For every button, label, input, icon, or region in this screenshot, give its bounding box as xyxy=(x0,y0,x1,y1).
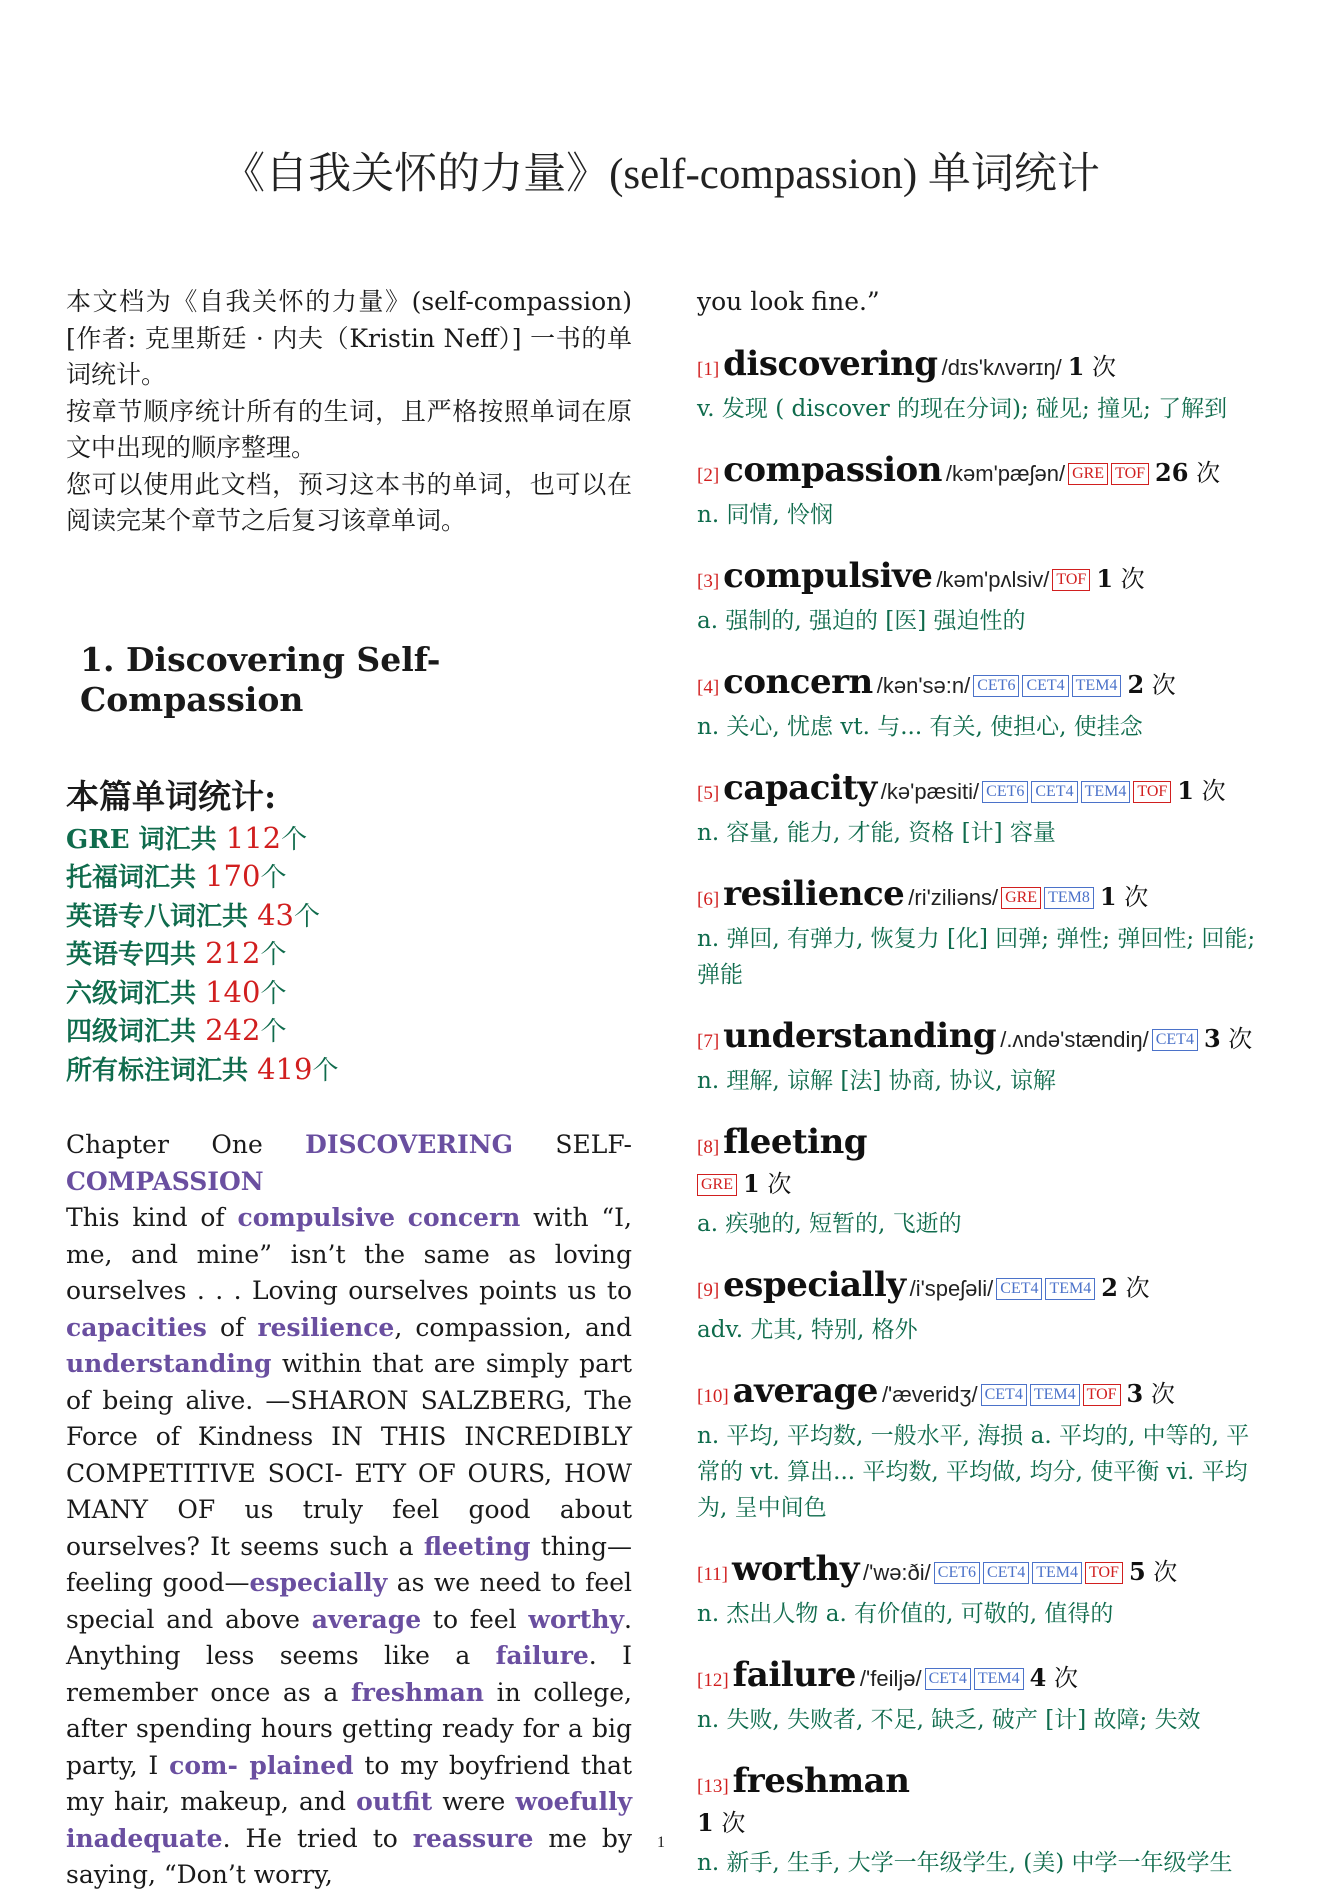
level-tag: TEM8 xyxy=(1044,887,1094,909)
count-value: 3 xyxy=(1203,1023,1221,1053)
count-unit: 次 xyxy=(1125,1273,1150,1302)
vocab-entry xyxy=(697,875,1272,993)
vocab-entry xyxy=(697,769,1272,851)
text-run: thing—feeling good— xyxy=(66,1531,632,1597)
level-tag: CET6 xyxy=(973,675,1019,697)
highlighted-word: concern xyxy=(407,1203,521,1232)
stat-label: GRE 词汇共 xyxy=(66,824,217,855)
text-run: as we need to feel special and above xyxy=(66,1568,632,1634)
text-run: This kind of xyxy=(66,1203,238,1232)
entry-count xyxy=(1155,459,1220,487)
stat-label: 英语专四共 xyxy=(66,940,197,970)
entry-definition: v. 发现 ( discover 的现在分词); 碰见; 撞见; 了解到 xyxy=(697,395,1228,422)
stat-value: 170 xyxy=(205,859,261,893)
highlighted-word: compulsive xyxy=(237,1203,395,1232)
entry-definition: n. 新手, 生手, 大学一年级学生, (美) 中学一年级学生 xyxy=(697,1849,1233,1876)
entry-index: [4] xyxy=(697,676,720,698)
stat-unit: 个 xyxy=(293,901,320,932)
text-run: . Anything less seems like a xyxy=(66,1604,632,1670)
text-run: to my boyfriend that my hair, makeup, and xyxy=(66,1750,632,1816)
vocab-entry xyxy=(697,1266,1272,1348)
level-tag: CET4 xyxy=(1022,675,1068,697)
vocab-entry xyxy=(697,557,1272,639)
count-unit: 次 xyxy=(1092,352,1117,381)
level-tag: TEM4 xyxy=(1081,781,1131,803)
level-tag: TOF xyxy=(1083,1384,1121,1406)
highlighted-word: woefully xyxy=(515,1787,632,1816)
text-run: in college, after spending hours getting ready for a big party, I xyxy=(66,1677,633,1780)
highlighted-word: com- plained xyxy=(169,1750,354,1780)
entry-ipa: /'wə:ði/ xyxy=(863,1559,931,1585)
highlighted-word: average xyxy=(311,1604,422,1634)
count-unit: 次 xyxy=(1124,882,1149,911)
intro xyxy=(66,284,632,540)
stat-unit: 个 xyxy=(281,824,308,855)
entry-ipa: /dɪs'kʌvərɪŋ/ xyxy=(941,354,1062,380)
entry-index: [3] xyxy=(697,570,720,592)
entry-definition: n. 平均, 平均数, 一般水平, 海损 a. 平均的, 中等的, 平常的 vt. 算出... 平均数, 平均做, 均分, 使平衡 vi. 平均为, 呈中间色 xyxy=(697,1422,1250,1521)
entry-definition: n. 理解, 谅解 [法] 协商, 协议, 谅解 xyxy=(697,1067,1056,1094)
count-unit: 次 xyxy=(767,1169,792,1198)
stat-unit: 个 xyxy=(260,1017,287,1047)
entry-definition: a. 疾驰的, 短暂的, 飞逝的 xyxy=(697,1210,962,1237)
entry-word: especially xyxy=(723,1264,906,1305)
highlighted-word: failure xyxy=(495,1641,589,1670)
entry-definition: n. 关心, 忧虑 vt. 与... 有关, 使担心, 使挂念 xyxy=(697,713,1143,740)
entry-word: fleeting xyxy=(723,1121,868,1162)
level-tag: CET4 xyxy=(1152,1029,1198,1051)
vocab-entry xyxy=(697,1762,1272,1881)
level-tag: GRE xyxy=(1068,463,1108,485)
page-title: 《自我关怀的力量》(self-compassion) 单词统计 xyxy=(222,151,1100,198)
level-tag: CET4 xyxy=(1031,781,1077,803)
entry-definition: n. 容量, 能力, 才能, 资格 [计] 容量 xyxy=(697,819,1056,846)
count-unit: 次 xyxy=(1196,458,1221,487)
entry-word: compulsive xyxy=(723,555,933,596)
entry-definition: n. 同情, 怜悯 xyxy=(697,501,834,528)
entry-ipa: /kən'sə:n/ xyxy=(876,672,971,698)
stat-label: 四级词汇共 xyxy=(66,1017,197,1047)
stat-label: 英语专八词汇共 xyxy=(66,901,249,932)
count-value: 1 xyxy=(1099,881,1117,911)
entry-word: concern xyxy=(723,661,873,702)
text-run: . He tried to xyxy=(222,1823,413,1853)
highlighted-word: capacities xyxy=(66,1312,207,1342)
entry-count xyxy=(743,1170,791,1198)
count-value: 1 xyxy=(1096,563,1114,593)
stat-value: 112 xyxy=(225,820,282,855)
page-number: 1 xyxy=(657,1834,665,1851)
entry-definition: n. 杰出人物 a. 有价值的, 可敬的, 值得的 xyxy=(697,1600,1114,1627)
entry-count xyxy=(1068,353,1116,381)
entry-index: [9] xyxy=(697,1279,720,1301)
level-tag: GRE xyxy=(697,1174,737,1196)
count-value: 4 xyxy=(1029,1662,1047,1692)
highlighted-word: understanding xyxy=(66,1349,272,1378)
entry-count xyxy=(1204,1025,1252,1053)
highlighted-word: especially xyxy=(249,1568,388,1597)
entry-index: [7] xyxy=(697,1030,720,1052)
continued-text: you look fine.” xyxy=(697,287,880,316)
intro-paragraph: 本文档为《自我关怀的力量》(self-compassion)[作者: 克里斯廷 · 内夫（Kristin Neff）] 一书的单词统计。 xyxy=(66,287,632,389)
text-run: . I remember once as a xyxy=(66,1641,632,1707)
entry-count xyxy=(1100,883,1148,911)
entry-count xyxy=(1129,1558,1177,1586)
level-tag: CET4 xyxy=(981,1384,1027,1406)
entry-count xyxy=(1096,565,1144,593)
level-tag: CET4 xyxy=(925,1668,971,1690)
text-run: within that are simply part of being alive. —SHARON SALZBERG, The Force of Kindness IN THIS INCREDIBLY COMPETITIVE SOCI- ETY OF OURS, HOW MANY OF us truly feel good about ourselves? It seems such a xyxy=(66,1349,632,1561)
level-tag: TEM4 xyxy=(974,1668,1024,1690)
entry-index: [8] xyxy=(697,1136,720,1158)
text-run: to feel xyxy=(421,1604,529,1634)
level-tag: TEM4 xyxy=(1072,675,1122,697)
stat-value: 242 xyxy=(205,1013,261,1047)
level-tag: TEM4 xyxy=(1045,1278,1095,1300)
entry-count xyxy=(1127,1380,1175,1408)
vocab-entry xyxy=(697,345,1272,427)
text-run: were xyxy=(432,1787,516,1816)
entry-word: understanding xyxy=(723,1015,997,1056)
highlighted-word: inadequate xyxy=(66,1823,223,1853)
level-tag: TEM4 xyxy=(1032,1562,1082,1584)
entry-index: [12] xyxy=(697,1669,729,1691)
entry-ipa: /kəm'pʌlsiv/ xyxy=(936,566,1050,592)
vocab-entry xyxy=(697,663,1272,745)
count-value: 2 xyxy=(1101,1272,1118,1302)
entry-ipa: /ri'ziliəns/ xyxy=(908,884,999,910)
stat-unit: 个 xyxy=(312,1055,339,1086)
count-unit: 次 xyxy=(1151,670,1176,699)
entry-ipa: /'feiljə/ xyxy=(859,1665,922,1691)
highlighted-word: fleeting xyxy=(423,1531,531,1561)
level-tag: GRE xyxy=(1001,887,1041,909)
entry-word: resilience xyxy=(723,873,905,914)
vocab-entry xyxy=(697,1656,1272,1738)
entry-definition: a. 强制的, 强迫的 [医] 强迫性的 xyxy=(697,607,1026,634)
entry-ipa: /'æveridʒ/ xyxy=(881,1381,978,1407)
left-column xyxy=(66,284,632,1894)
stat-line xyxy=(66,1051,632,1090)
highlighted-word: reassure xyxy=(412,1823,534,1853)
highlighted-word: resilience xyxy=(257,1312,395,1342)
highlighted-word: freshman xyxy=(351,1677,484,1707)
stat-value: 419 xyxy=(257,1051,313,1086)
stat-value: 140 xyxy=(205,974,261,1009)
count-value: 26 xyxy=(1155,457,1189,487)
level-tag: TOF xyxy=(1085,1562,1123,1584)
count-value: 1 xyxy=(1177,775,1194,805)
stat-label: 所有标注词汇共 xyxy=(66,1055,249,1086)
count-value: 1 xyxy=(743,1168,760,1198)
entry-word: compassion xyxy=(723,449,942,490)
entry-definition: n. 弹回, 有弹力, 恢复力 [化] 回弹; 弹性; 弹回性; 回能; 弹能 xyxy=(697,925,1256,988)
entry-definition: n. 失败, 失败者, 不足, 缺乏, 破产 [计] 故障; 失效 xyxy=(697,1706,1201,1733)
count-unit: 次 xyxy=(1120,564,1145,593)
entry-word: average xyxy=(732,1370,878,1411)
intro-paragraph: 按章节顺序统计所有的生词，且严格按照单词在原文中出现的顺序整理。 xyxy=(66,396,632,462)
highlighted-word: worthy xyxy=(528,1604,625,1634)
stat-value: 212 xyxy=(205,936,261,970)
entry-count xyxy=(1030,1664,1078,1692)
intro-paragraph: 您可以使用此文档，预习这本书的单词，也可以在阅读完某个章节之后复习该章单词。 xyxy=(66,469,632,535)
count-unit: 次 xyxy=(1201,776,1226,805)
stat-line xyxy=(66,935,632,974)
vocab-entry xyxy=(697,1372,1272,1526)
chapter-title-word: SELF- xyxy=(555,1130,633,1159)
count-unit: 次 xyxy=(721,1808,746,1837)
right-column xyxy=(697,284,1272,1881)
entry-word: discovering xyxy=(723,343,938,384)
chapter-text xyxy=(66,1127,632,1894)
chapter-number: One xyxy=(211,1130,263,1159)
chapter-body xyxy=(66,1200,632,1894)
section-heading: 1. Discovering Self-Compassion xyxy=(80,639,441,719)
level-tag: CET4 xyxy=(996,1278,1042,1300)
stat-line xyxy=(66,974,632,1013)
text-run: of xyxy=(206,1312,258,1342)
entry-index: [10] xyxy=(697,1385,729,1407)
vocab-entry xyxy=(697,451,1272,533)
stat-line xyxy=(66,858,632,897)
entry-index: [13] xyxy=(697,1775,729,1797)
chapter-label: Chapter xyxy=(66,1130,169,1159)
chapter-heading xyxy=(66,1127,632,1200)
highlighted-word: outfit xyxy=(356,1787,433,1816)
entry-count xyxy=(697,1809,745,1837)
entry-index: [11] xyxy=(697,1563,728,1585)
stat-unit: 个 xyxy=(260,940,287,970)
count-unit: 次 xyxy=(1053,1663,1078,1692)
entry-ipa: /kə'pæsiti/ xyxy=(880,778,980,804)
level-tag: CET6 xyxy=(934,1562,980,1584)
entry-word: capacity xyxy=(723,767,877,808)
text-run: me by saying, “Don’t worry, xyxy=(66,1823,632,1889)
entry-index: [5] xyxy=(697,782,720,804)
text-run xyxy=(395,1203,408,1232)
text-run: , compassion, and xyxy=(394,1312,632,1342)
count-value: 5 xyxy=(1128,1556,1146,1586)
stats-list xyxy=(66,820,632,1090)
entry-word: failure xyxy=(732,1654,856,1695)
entry-count xyxy=(1127,671,1175,699)
entry-count xyxy=(1101,1274,1149,1302)
count-unit: 次 xyxy=(1150,1379,1175,1408)
entry-ipa: /.ʌndə'stændiŋ/ xyxy=(1000,1026,1149,1052)
stat-line xyxy=(66,897,632,936)
level-tag: TEM4 xyxy=(1030,1384,1080,1406)
stat-unit: 个 xyxy=(260,863,287,893)
count-unit: 次 xyxy=(1228,1024,1253,1053)
vocab-entry xyxy=(697,1123,1272,1242)
stat-line xyxy=(66,820,632,859)
level-tag: TOF xyxy=(1133,781,1171,803)
vocab-entry xyxy=(697,1550,1272,1632)
entry-word: worthy xyxy=(731,1548,859,1589)
entry-index: [2] xyxy=(697,464,720,486)
entry-ipa: /kəm'pæʃən/ xyxy=(945,460,1066,486)
entry-ipa: /i'speʃəli/ xyxy=(909,1275,994,1301)
level-tag: CET4 xyxy=(983,1562,1029,1584)
stat-unit: 个 xyxy=(260,978,287,1009)
stat-line xyxy=(66,1012,632,1051)
entry-definition: adv. 尤其, 特别, 格外 xyxy=(697,1316,918,1343)
count-value: 3 xyxy=(1126,1378,1144,1408)
count-value: 2 xyxy=(1127,669,1145,699)
entry-word: freshman xyxy=(732,1760,910,1801)
count-value: 1 xyxy=(1067,351,1085,381)
chapter-title-word: DISCOVERING xyxy=(305,1130,513,1159)
chapter-title-word: COMPASSION xyxy=(66,1166,264,1196)
stat-label: 托福词汇共 xyxy=(66,863,197,893)
text-run: with “I, me, and mine” isn’t the same as loving ourselves . . . Loving ourselves points us to xyxy=(66,1203,633,1305)
stat-value: 43 xyxy=(257,897,294,932)
vocab-entry xyxy=(697,1017,1272,1099)
entry-index: [1] xyxy=(697,358,720,380)
count-value: 1 xyxy=(697,1807,714,1837)
level-tag: TOF xyxy=(1052,569,1090,591)
level-tag: TOF xyxy=(1111,463,1149,485)
stats-title: 本篇单词统计: xyxy=(66,776,277,816)
level-tag: CET6 xyxy=(982,781,1028,803)
stat-label: 六级词汇共 xyxy=(66,978,197,1009)
entry-index: [6] xyxy=(697,888,720,910)
entry-count xyxy=(1177,777,1225,805)
count-unit: 次 xyxy=(1153,1557,1178,1586)
